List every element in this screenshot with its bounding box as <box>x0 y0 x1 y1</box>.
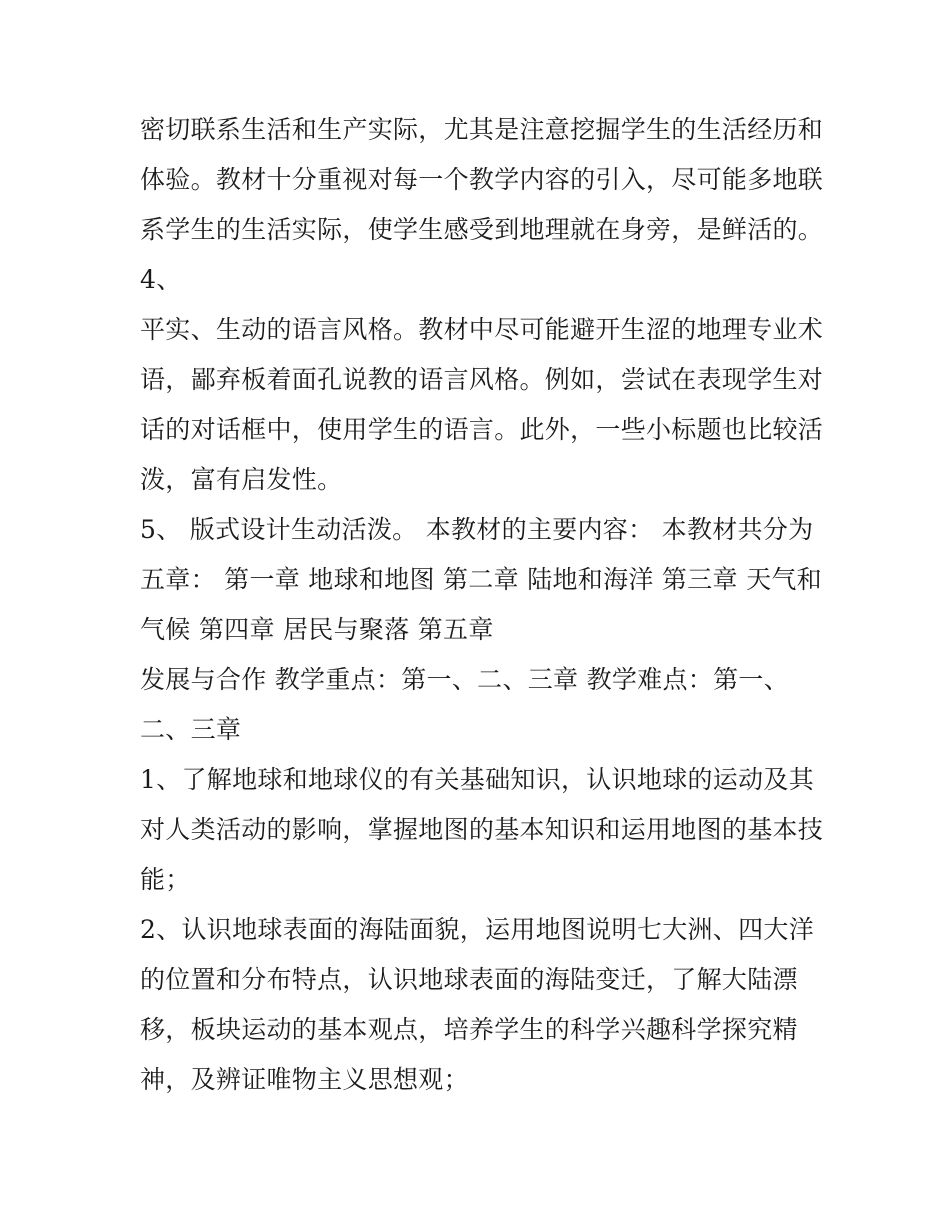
text-line: 话的对话框中，使用学生的语言。此外，一些小标题也比较活 <box>140 415 824 444</box>
text-line: 体验。教材十分重视对每一个教学内容的引入，尽可能多地联 <box>140 165 824 194</box>
text-line: 对人类活动的影响，掌握地图的基本知识和运用地图的基本技 <box>140 815 824 844</box>
text-line: 的位置和分布特点，认识地球表面的海陆变迁，了解大陆漂 <box>140 965 798 994</box>
text-line: 五章： 第一章 地球和地图 第二章 陆地和海洋 第三章 天气和 <box>140 565 822 594</box>
text-line: 密切联系生活和生产实际，尤其是注意挖掘学生的生活经历和 <box>140 115 824 144</box>
text-line: 1、了解地球和地球仪的有关基础知识，认识地球的运动及其 <box>140 765 815 794</box>
text-line: 系学生的生活实际，使学生感受到地理就在身旁，是鲜活的。 <box>140 215 824 244</box>
text-line: 4、 <box>140 265 182 294</box>
text-line: 语，鄙弃板着面孔说教的语言风格。例如，尝试在表现学生对 <box>140 365 824 394</box>
text-line: 5、 版式设计生动活泼。 本教材的主要内容： 本教材共分为 <box>140 515 814 544</box>
text-line: 2、认识地球表面的海陆面貌，运用地图说明七大洲、四大洋 <box>140 915 815 944</box>
text-line: 气候 第四章 居民与聚落 第五章 <box>140 615 494 644</box>
text-line: 泼，富有启发性。 <box>140 465 343 494</box>
text-line: 二、三章 <box>140 715 242 744</box>
text-line: 发展与合作 教学重点：第一、二、三章 教学难点：第一、 <box>140 665 789 694</box>
text-line: 能； <box>140 865 191 894</box>
text-line: 神，及辨证唯物主义思想观； <box>140 1065 469 1094</box>
text-line: 移，板块运动的基本观点，培养学生的科学兴趣科学探究精 <box>140 1015 798 1044</box>
text-line: 平实、生动的语言风格。教材中尽可能避开生涩的地理专业术 <box>140 315 824 344</box>
